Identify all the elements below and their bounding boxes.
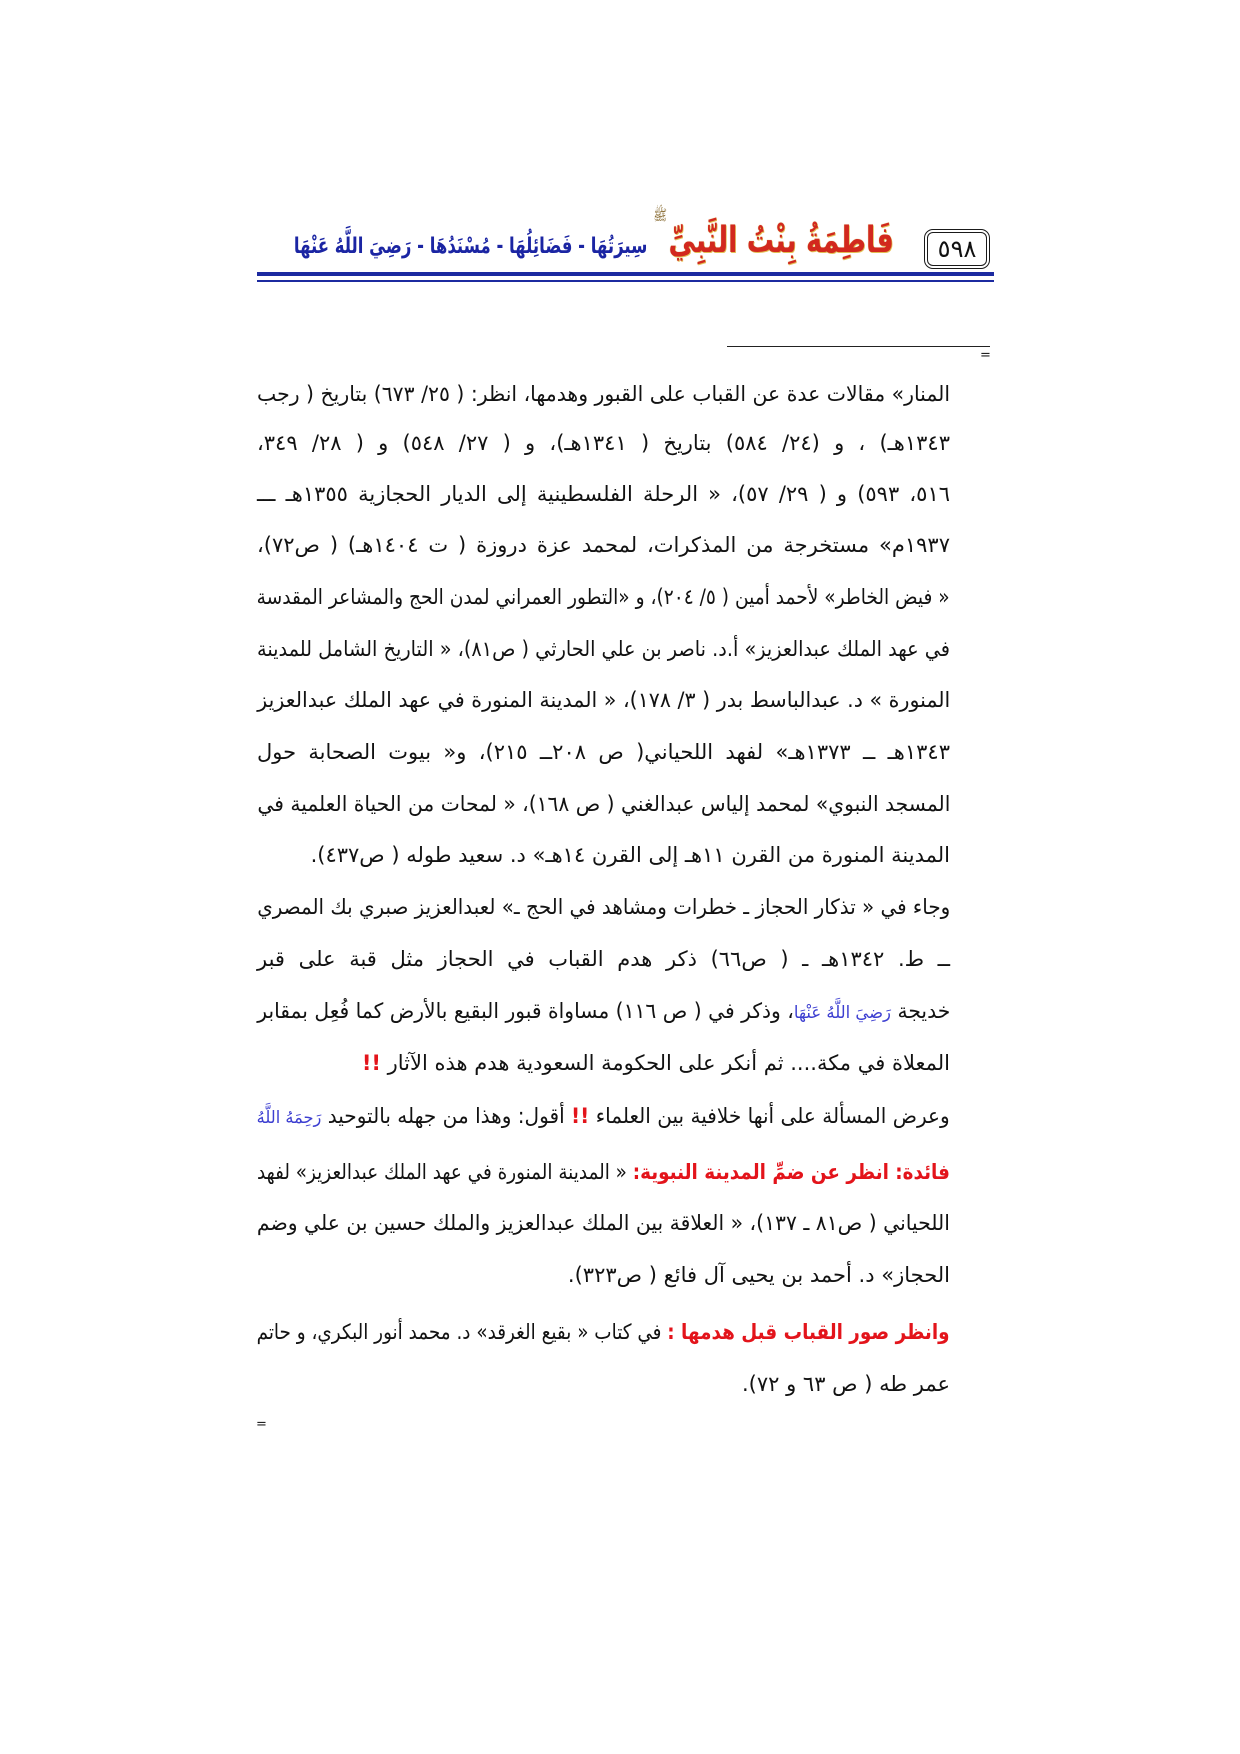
- line-text: ٥١٦، ٥٩٣) و ( ٢٩/ ٥٧)، « الرحلة الفلسطينية إلى الديار الحجازية ١٣٥٥هـ ـــ: [257, 482, 951, 506]
- line-text: المعلاة في مكة.... ثم أنكر على الحكومة السعودية هدم هذه الآثار: [380, 1051, 950, 1075]
- footnote-line: [257, 371, 950, 417]
- line-text: المسجد النبوي» لمحمد إلياس عبدالغني ( ص ١٦٨)، « لمحات من الحياة العلمية في: [257, 792, 950, 816]
- note-label: وانظر صور القباب قبل هدمها :: [667, 1320, 950, 1344]
- footnote-line: [257, 471, 950, 517]
- title-honorific: ﷺ: [653, 206, 668, 224]
- line-text: ، وذكر في ( ص ١١٦) مساواة قبور البقيع بالأرض كما فُعِل بمقابر: [257, 999, 794, 1023]
- page-number: ٥٩٨: [937, 235, 977, 263]
- line-text: ١٣٤٣هـ ــ ١٣٧٣هـ» لفهد اللحياني( ص ٢٠٨ــ ٢١٥)، و« بيوت الصحابة حول: [257, 740, 950, 764]
- footnote-line: [257, 522, 950, 568]
- footnote-line: [257, 1252, 950, 1298]
- line-text: اللحياني ( ص٨١ ـ ١٣٧)، « العلاقة بين الملك عبدالعزيز والملك حسين بن علي وضم: [257, 1211, 950, 1235]
- line-text: ــ ط. ١٣٤٢هـ ـ ( ص٦٦) ذكر هدم القباب في الحجاز مثل قبة على قبر: [257, 947, 950, 971]
- header-rule-thin: [257, 280, 994, 282]
- exclamation-mark: !!: [361, 1051, 381, 1075]
- header-rule-thick: [257, 272, 994, 276]
- line-text: في كتاب « بقيع الغرقد» د. محمد أنور البكري، و حاتم: [257, 1320, 668, 1344]
- footnote-line: [257, 626, 950, 672]
- footnote-line: [257, 936, 950, 982]
- line-text: المدينة المنورة من القرن ١١هـ إلى القرن ١٤هـ» د. سعيد طوله ( ص٤٣٧).: [310, 843, 950, 867]
- footnote-line: [257, 420, 950, 466]
- footnote-line: [257, 1040, 950, 1086]
- footnote-line: [257, 832, 950, 878]
- honorific-text: رَضِيَ اللَّهُ عَنْهَا: [793, 1003, 891, 1023]
- footnote-line: [257, 729, 950, 775]
- line-text: وجاء في « تذكار الحجاز ـ خطرات ومشاهد في الحج ـ» لعبدالعزيز صبري بك المصري: [257, 895, 950, 919]
- book-title-subtitle: سِيرَتُهَا - فَضَائِلُهَا - مُسْنَدُهَا - رَضِيَ اللَّهُ عَنْهَا: [294, 234, 648, 259]
- line-text: وعرض المسألة على أنها خلافية بين العلماء: [589, 1104, 950, 1128]
- continuation-mark-bottom: =: [256, 1417, 267, 1432]
- line-text: « فيض الخاطر» لأحمد أمين ( ٥/ ٢٠٤)، و «التطور العمراني لمدن الحج والمشاعر المقدسة: [257, 585, 950, 609]
- line-text: أقول: وهذا من جهله بالتوحيد: [321, 1104, 572, 1128]
- footnote-line: [257, 574, 950, 620]
- line-text: ١٩٣٧م» مستخرجة من المذكرات، لمحمد عزة دروزة ( ت ١٤٠٤هـ) ( ص٧٢)،: [257, 533, 950, 557]
- line-text: الحجاز» د. أحمد بن يحيى آل فائع ( ص٣٢٣).: [567, 1263, 950, 1287]
- footnote-separator: [727, 346, 990, 347]
- line-text: ١٣٤٣هـ) ، و (٢٤/ ٥٨٤) بتاريخ ( ١٣٤١هـ)، و ( ٢٧/ ٥٤٨) و ( ٢٨/ ٣٤٩،: [257, 431, 950, 455]
- footnote-line: [257, 1093, 950, 1139]
- running-header-title: [294, 205, 894, 269]
- footnote-line: [257, 1309, 950, 1355]
- footnote-line: [257, 988, 950, 1034]
- page-number-frame: [924, 229, 990, 269]
- line-text: المنار» مقالات عدة عن القباب على القبور وهدمها، انظر: ( ٢٥/ ٦٧٣) بتاريخ ( رجب: [257, 382, 950, 406]
- book-title-main: فَاطِمَةُ بِنْتُ النَّبِيِّ: [668, 220, 894, 261]
- footnote-line: [257, 677, 950, 723]
- footnote-line: [257, 1200, 950, 1246]
- line-text: عمر طه ( ص ٦٣ و ٧٢).: [741, 1372, 950, 1396]
- line-text: خديجة: [890, 999, 950, 1023]
- note-label: فائدة: انظر عن ضمِّ المدينة النبوية:: [632, 1160, 950, 1184]
- honorific-text: رَحِمَهُ اللَّهُ: [257, 1108, 322, 1128]
- continuation-mark-top: =: [980, 348, 991, 363]
- line-text: « المدينة المنورة في عهد الملك عبدالعزيز» لفهد: [257, 1160, 633, 1184]
- line-text: في عهد الملك عبدالعزيز» أ.د. ناصر بن علي الحارثي ( ص٨١)، « التاريخ الشامل للمدينة: [257, 637, 950, 661]
- footnote-line: [257, 884, 950, 930]
- exclamation-mark: !!: [571, 1104, 590, 1128]
- footnote-line: [257, 1149, 950, 1195]
- line-text: المنورة » د. عبدالباسط بدر ( ٣/ ١٧٨)، « المدينة المنورة في عهد الملك عبدالعزيز: [257, 688, 950, 712]
- footnote-line: [257, 781, 950, 827]
- footnote-line: [257, 1361, 950, 1407]
